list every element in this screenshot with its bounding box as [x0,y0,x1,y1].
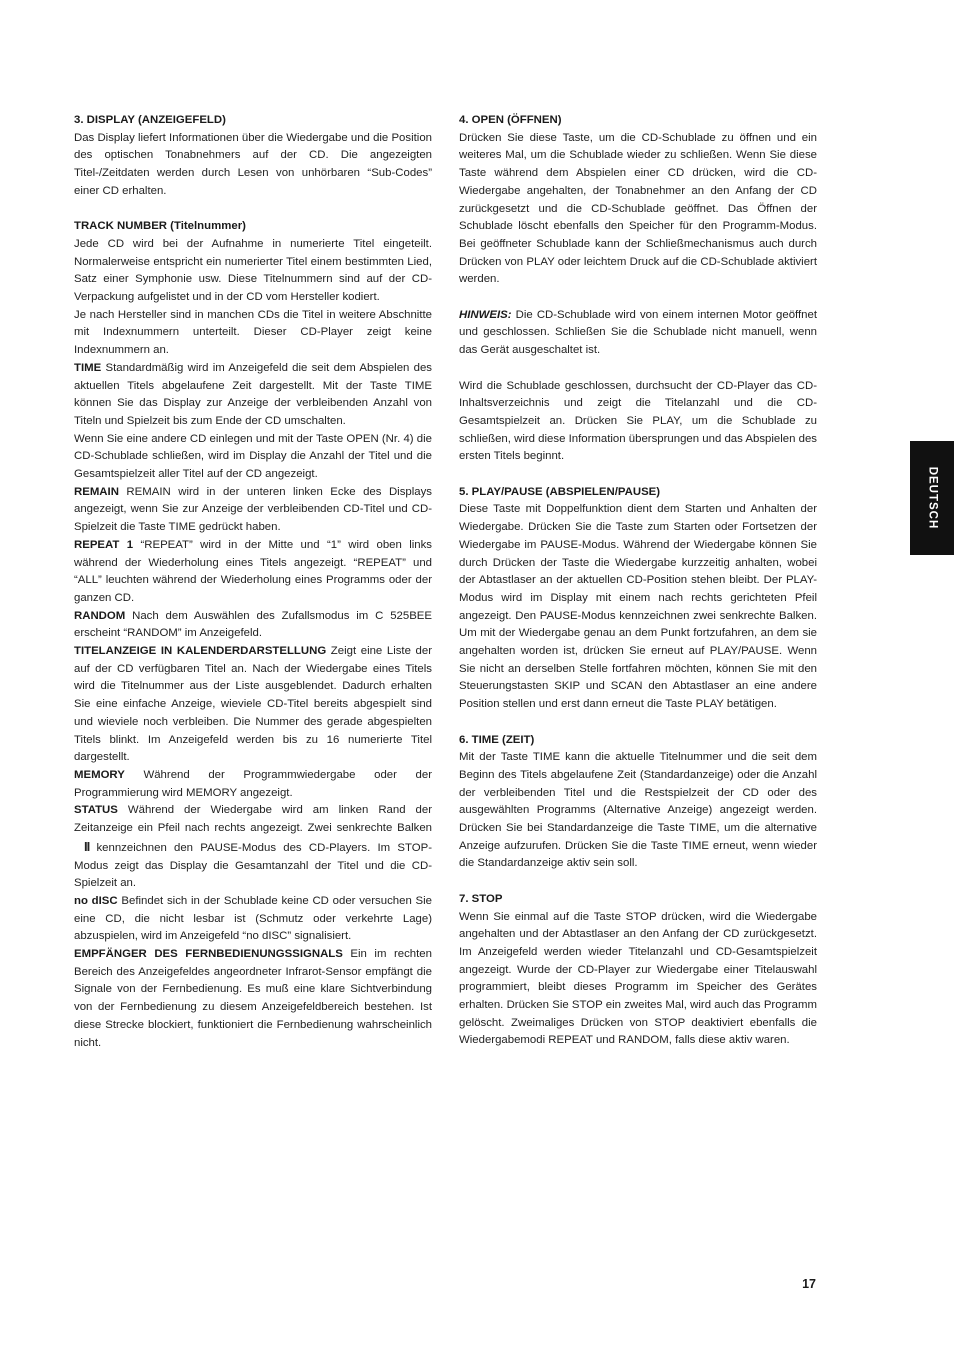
play-pause-body: Diese Taste mit Doppelfunktion dient dem Starten und Anhalten der Wiedergabe. Drücken Sie die Taste zum Starten oder Fortsetzen der Wiedergabe im PAUSE-Modus. Während der Wiedergabe können Sie durch Drücken der Taste die Wiedergabe kurzzeitig anhalten, wobei der Abtastlaser an der aktuellen CD-Position stehen bleibt. Der PLAY-Modus wird im Display mit einem nach rechts gerichteten Pfeil angezeigt. Den PAUSE-Modus kennzeichnen zwei senkrechte Balken. Um mit der Wiedergabe genau an dem Punkt fortzufahren, an dem sie angehalten worden ist, drücken Sie erneut auf PLAY/PAUSE. Wenn Sie nicht an derselben Stelle fortfahren möchten, können Sie mit den Steuerungstasten SKIP und SCAN den Abtastlaser an eine andere Position stellen und erst dann erneut die Taste PLAY betätigen. [459,503,817,711]
hint-paragraph [459,307,817,360]
random-text: Nach dem Auswählen des Zufallsmodus im C 525BEE erscheint “RANDOM” im Anzeigefeld. [74,609,432,640]
track-number-body-1: Jede CD wird bei der Aufnahme in numerierte Titel eingeteilt. Normalerweise entspricht ein numerierter Titel einem bestimmten Lied, Satz einer Symphonie usw. Diese Titelnummern sind auf der CD-Verpackung aufgelistet und in der CD vom Hersteller kodiert. [74,237,432,304]
page-number: 17 [802,1277,816,1291]
memory-paragraph [74,767,432,802]
display-heading: 3. DISPLAY (ANZEIGEFELD) [74,114,226,126]
remain-term: REMAIN [74,485,119,498]
random-term: RANDOM [74,609,126,622]
status-text-1: Während der Wiedergabe wird am linken Rand der Zeitanzeige ein Pfeil nach rechts angezeigt. Zwei senkrechte Balken [74,804,432,835]
open-note: Wenn Sie eine andere CD einlegen und mit der Taste OPEN (Nr. 4) die CD-Schublade schließen, wird im Display die Anzahl der Titel und die Gesamtspielzeit aller Titel auf der CD angezeigt. [74,432,432,481]
remain-paragraph [74,484,432,537]
repeat-paragraph [74,537,432,608]
remote-text: Ein im rechten Bereich des Anzeigefeldes angeordneter Infrarot-Sensor empfängt die Signale von der Fernbedienung. Es muß eine klare Sichtverbindung von der Fernbedienung zu diesem Anzeigefeldbereich bestehen. Ist diese Strecke blockiert, funktioniert die Fernbedienung wahrscheinlich nicht. [74,948,432,1049]
memory-text: Während der Programmwiedergabe oder der Programmierung wird MEMORY angezeigt. [74,769,432,799]
remote-paragraph [74,946,432,1052]
time-heading: 6. TIME (ZEIT) [459,733,535,746]
calendar-term: TITELANZEIGE IN KALENDERDARSTELLUNG [74,645,327,658]
stop-body: Wenn Sie einmal auf die Taste STOP drücken, wird die Wiedergabe angehalten und der Abtastlaser an den Anfang der CD zurückgesetzt. Im Anzeigefeld werden wieder Titelanzahl und CD-Gesamtspielzeit angezeigt. Wurde der CD-Player zur Wiedergabe einer Titelauswahl programmiert, bleibt dieses Programm im Speicher des Gerätes erhalten. Drücken Sie STOP ein zweites Mal, wird auch das Programm gelöscht. Zweimaliges Drücken von STOP deaktiviert ebenfalls die Wiedergabemodi REPEAT und RANDOM, falls diese aktiv waren. [459,910,817,1047]
time-body: Mit der Taste TIME kann die aktuelle Titelnummer und die seit dem Beginn des Titels abgelaufene Zeit (Standardanzeige) oder die Anzahl der verbleibenden Titel und die Restspielzeit der CD oder des ausgewählten Programms (Alternative Anzeige) angezeigt werden. Drücken Sie bei Standardanzeige die Taste TIME, um die alternative Anzeige aufzurufen. Drücken Sie die Taste TIME erneut, wenn wieder die Standardanzeige aktiv sein soll. [459,751,817,870]
nodisc-term: no dISC [74,894,118,907]
random-paragraph [74,608,432,643]
calendar-paragraph [74,643,432,767]
remain-text: REMAIN wird in der unteren linken Ecke des Displays angezeigt, wenn Sie zur Anzeige der verbleibenden CD-Titel und CD-Spielzeit die Taste TIME gedrückt haben. [74,485,432,534]
time-term: TIME [74,361,102,374]
right-column [459,112,817,1050]
open-heading: 4. OPEN (ÖFFNEN) [459,114,562,126]
track-number-heading: TRACK NUMBER (Titelnummer) [74,220,246,233]
language-tab-label: DEUTSCH [926,466,938,530]
stop-heading: 7. STOP [459,892,503,905]
memory-term: MEMORY [74,769,125,781]
play-pause-heading: 5. PLAY/PAUSE (ABSPIELEN/PAUSE) [459,485,661,498]
closed-paragraph: Wird die Schublade geschlossen, durchsucht der CD-Player das CD-Inhaltsverzeichnis und zeigt die Titelanzahl und die CD-Gesamtspielzeit an. Drücken Sie PLAY, um die Schublade zu schließen, wird diese Information übersprungen und das Abspielen des ersten Titels beginnt. [459,379,817,463]
pause-icon: II [84,838,90,854]
nodisc-text: Befindet sich in der Schublade keine CD oder versuchen Sie eine CD, die nicht lesbar ist (Schmutz oder verkehrte Lage) abzuspielen, wird im Anzeigefeld “no dISC” signalisiert. [74,894,433,943]
open-body: Drücken Sie diese Taste, um die CD-Schublade zu öffnen und ein weiteres Mal, um die Schublade wieder zu schließen. Wenn Sie diese Taste während dem Abspielen einer CD drücken, wird die CD-Wiedergabe angehalten, der Tonabnehmer an den Anfang der CD zurückgesetzt und die CD-Schublade geöffnet. Das Öffnen der Schublade löscht ebenfalls den Speicher für den Programm-Modus. Bei geöffneter Schublade kann der Schließmechanismus auch durch Drücken von PLAY oder leichtem Druck auf die CD-Schublade aktiviert werden. [459,131,817,286]
time-paragraph [74,360,432,431]
display-body: Das Display liefert Informationen über die Wiedergabe und die Position des optischen Tonabnehmers auf der CD. Die angezeigten Titel-/Zeitdaten werden durch Lesen von unhörbaren “Sub-Codes” einer CD erhalten. [74,131,432,197]
hint-text: Die CD-Schublade wird von einem internen Motor geöffnet und geschlossen. Schließen Sie die Schublade nicht manuell, wenn das Gerät ausgeschaltet ist. [459,308,817,357]
hint-label: HINWEIS: [459,308,512,321]
language-tab [910,441,954,555]
status-term: STATUS [74,804,118,817]
status-text-2: kennzeichnen den PAUSE-Modus des CD-Players. Im STOP-Modus zeigt das Display die Gesamtanzahl der Titel und die CD-Spielzeit an. [74,841,432,890]
remote-term: EMPFÄNGER DES FERNBEDIENUNGSSIGNALS [74,948,343,961]
calendar-text: Zeigt eine Liste der auf der CD verfügbaren Titel an. Nach der Wiedergabe eines Titels wird die Titelnummer aus der Liste ausgeblendet. Dadurch erhalten Sie eine einfache Anzeige, wieviele CD-Titel bereits abgespielt sind und wieviele noch verbleiben. Die Nummer des gerade abgespielten Titels blinkt. Im Anzeigefeld werden bis zu 16 numerierte Titel dargestellt. [74,645,432,764]
nodisc-paragraph [74,893,432,946]
time-text: Standardmäßig wird im Anzeigefeld die seit dem Abspielen des aktuellen Titels abgelaufene Zeit dargestellt. Mit der Taste TIME können Sie das Display zur Anzeige der verbleibenden Anzahl von Titeln und Spielzeit bis zum Ende der CD umschalten. [74,361,432,427]
status-paragraph [74,802,432,893]
left-column [74,112,432,1052]
repeat-term: REPEAT 1 [74,538,134,551]
repeat-text: “REPEAT” wird in der Mitte und “1” wird oben links während der Wiederholung eines Titels angezeigt. “REPEAT” und “ALL” leuchten während der Wiederholung eines Programms oder der ganzen CD. [74,538,433,604]
track-number-body-2: Je nach Hersteller sind in manchen CDs die Titel in weitere Abschnitte mit Indexnummern unterteilt. Dieser CD-Player zeigt keine Indexnummern an. [74,308,432,357]
